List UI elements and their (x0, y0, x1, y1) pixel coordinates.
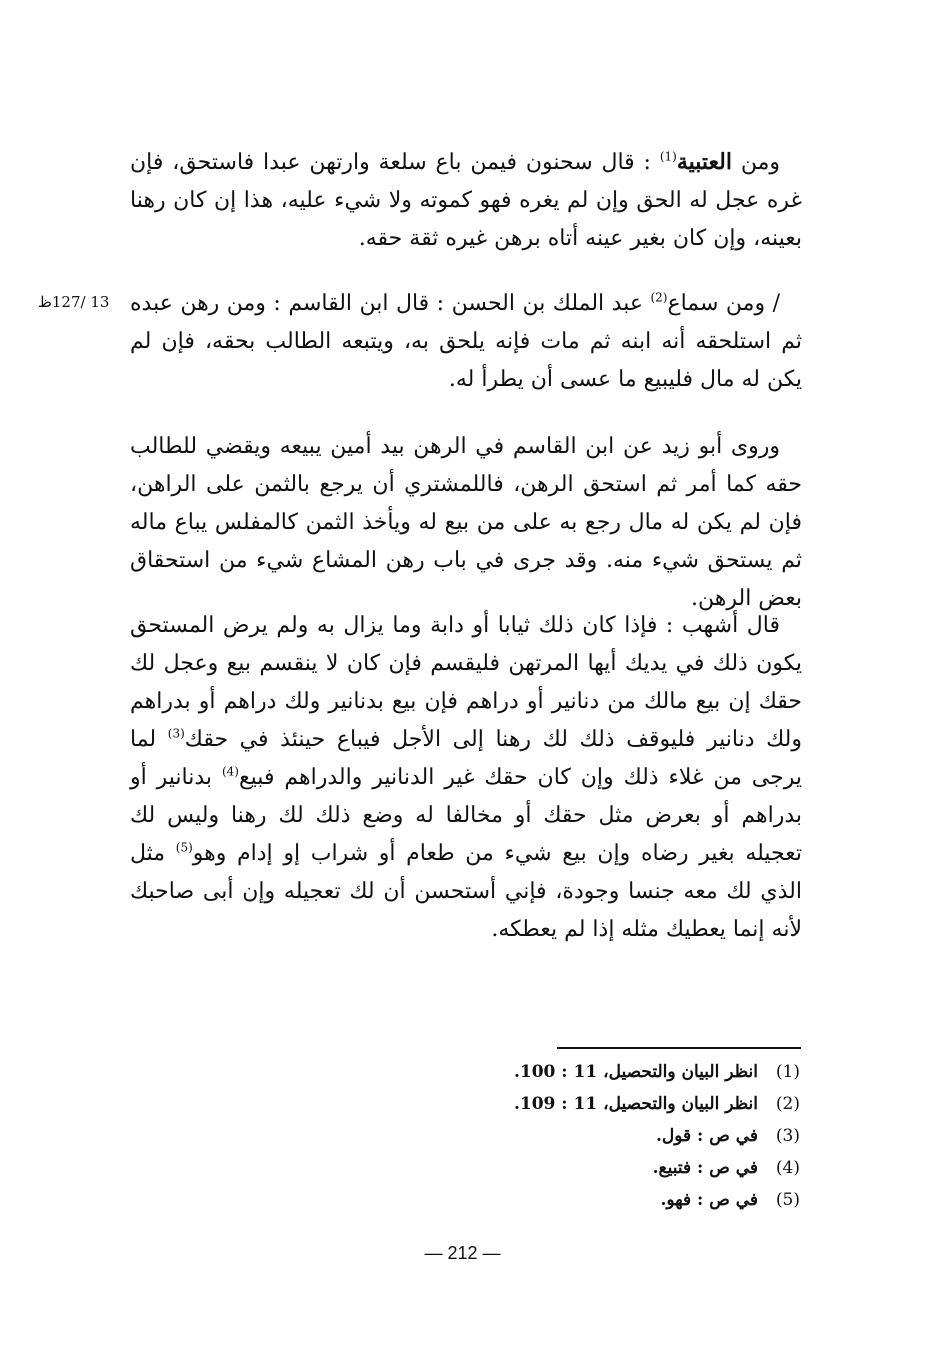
footnote-ref: (2) (650, 290, 668, 305)
footnote-text: في ص : فهو. (660, 1190, 758, 1210)
footnote-item (420, 1088, 800, 1120)
paragraph-1 (130, 143, 802, 258)
footnote-text: انظر البيان والتحصيل، 11 : 100. (513, 1062, 758, 1082)
paragraph-3 (130, 428, 802, 618)
footnote-item (420, 1056, 800, 1088)
footnote-ref: (1) (659, 149, 677, 164)
page-number: — 212 — (424, 1243, 501, 1263)
text-run: : قال سحنون فيمن باع سلعة وارتهن عبدا فاستحق، فإن غره عجل له الحق وإن لم يغره فهو كموته ولا شيء عليه، هذا إن كان رهنا بعينه، وإن كان بغير عينه أتاه برهن غيره ثقة حقه. (130, 150, 802, 251)
footnote-text: في ص : قول. (655, 1126, 758, 1146)
text-run: ومن (731, 150, 780, 175)
source-name: العتبية (676, 149, 732, 175)
paragraph-text (130, 607, 802, 949)
paragraph-4 (130, 607, 802, 949)
margin-note: 13 /127ظ (38, 293, 110, 311)
footnote-number: (3) (775, 1126, 800, 1146)
footnote-text: في ص : فتبيع. (652, 1158, 758, 1178)
footnote-item (420, 1184, 800, 1216)
paragraph-2 (130, 285, 802, 399)
footnote-ref: (3) (167, 726, 185, 741)
footnotes (420, 1056, 800, 1216)
footnote-ref: (5) (175, 840, 193, 855)
footnote-item (420, 1120, 800, 1152)
footnote-number: (4) (775, 1158, 800, 1178)
text-run: لما يرجى من غلاء ذلك وإن كان حقك غير الدنانير والدراهم فبيع (130, 727, 803, 790)
footnote-item (420, 1152, 800, 1184)
paragraph-text (130, 285, 802, 399)
footnote-number: (2) (775, 1094, 800, 1114)
footnote-number: (5) (775, 1190, 800, 1210)
paragraph-text (130, 143, 802, 258)
paragraph-text: وروى أبو زيد عن ابن القاسم في الرهن بيد أمين يبيعه ويقضي للطالب حقه كما أمر ثم استحق الرهن، فاللمشتري أن يرجع بالثمن على الراهن، فإن لم يكن له مال رجع به على من بيع له ويأخذ الثمن كالمفلس يباع ماله ثم يستحق شيء منه. وقد جرى في باب رهن المشاع شيء من استحقاق بعض الرهن. (130, 434, 802, 611)
text-run: / ومن سماع (667, 291, 780, 316)
text-run: مثل الذي لك معه جنسا وجودة، فإني أستحسن أن لك تعجيله وإن أبى صاحبك لأنه إنما يعطيك مثله إذا لم يعطكه. (130, 841, 802, 942)
footnote-divider (557, 1047, 801, 1049)
text-run: بدنانير أو بدراهم أو بعرض مثل حقك أو مخالفا له وضع ذلك لك رهنا وليس لك تعجيله بغير رضاه وإن بيع شيء من طعام أو شراب إو إدام وهو (130, 765, 802, 866)
footnote-text: انظر البيان والتحصيل، 11 : 109. (513, 1094, 758, 1114)
text-run: عبد الملك بن الحسن : قال ابن القاسم : ومن رهن عبده ثم استلحقه أنه ابنه ثم مات فإنه يلحق به، ويتبعه الطالب بحقه، فإن لم يكن له مال فليبيع ما عسى أن يطرأ له. (130, 291, 802, 392)
footnote-number: (1) (775, 1062, 800, 1082)
footnote-ref: (4) (221, 764, 239, 779)
text-run: قال أشهب : فإذا كان ذلك ثيابا أو دابة وما يزال به ولم يرض المستحق يكون ذلك في يديك أيها المرتهن فليقسم فإن كان لا ينقسم بيع وعجل لك حقك إن بيع مالك من دنانير أو دراهم فإن بيع بدنانير ولك دراهم أو بدراهم ولك دنانير فليوقف ذلك لك رهنا إلى الأجل فيباع حينئذ في حقك (130, 613, 802, 752)
